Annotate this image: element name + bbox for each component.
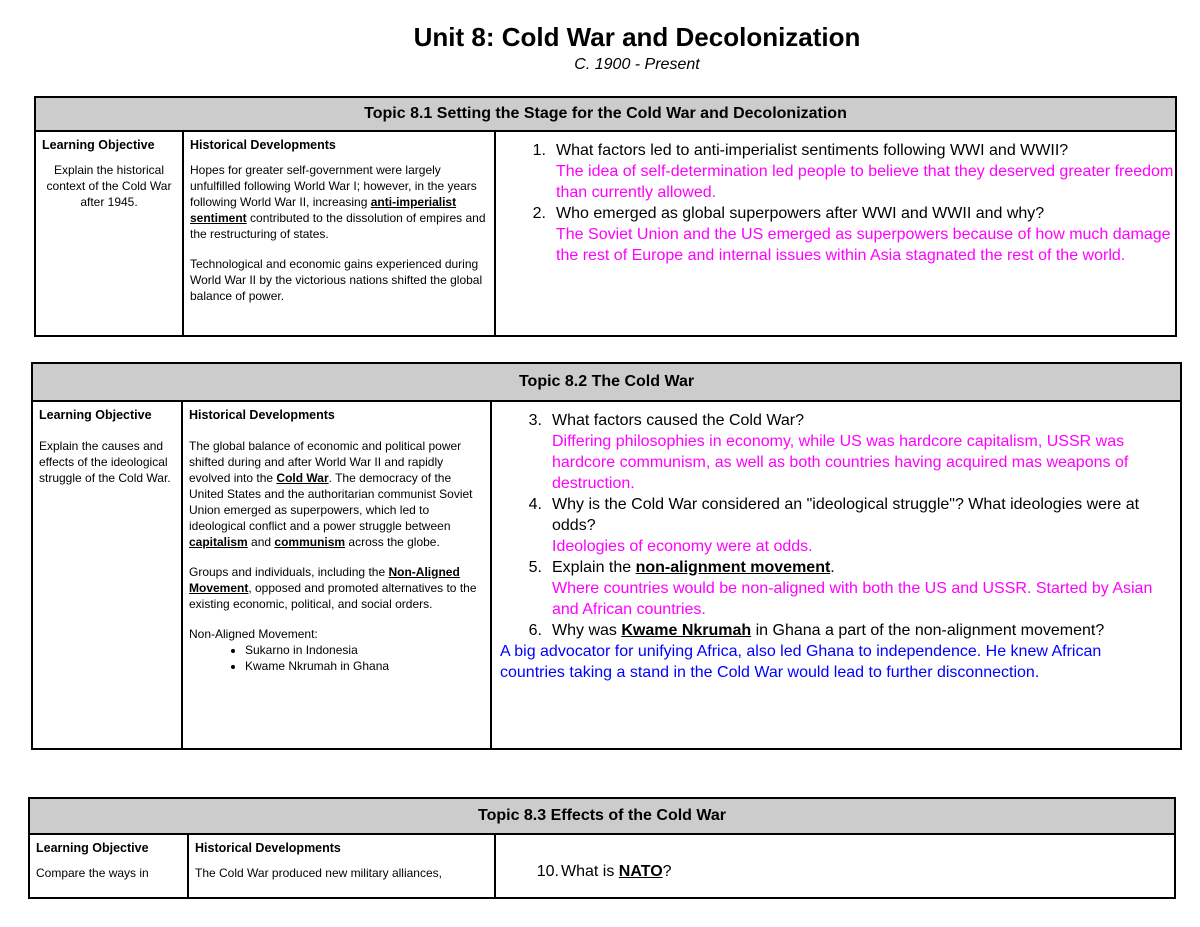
key-term: anti-imperialist sentiment [190,195,457,225]
document-subtitle: C. 1900 - Present [574,56,700,73]
topic-8-2-table [31,362,1182,750]
answer-4: Ideologies of economy were at odds. [552,538,813,555]
questions-cell [495,131,1176,336]
questions-cell [495,834,1175,898]
historical-developments-text: Hopes for greater self-government were largely unfulfilled following World War I; however, in the years following World War II, increasing anti-imperialist sentiment contributed to the dissolution of empires and the restructuring of states. Technological and economic gains experienced during World War II by the victorious nations shifted the global balance of power. [190,163,486,303]
learning-objective-cell [29,834,188,898]
question-4: 4. Why is the Cold War considered an "ideological struggle"? What ideologies were at odds? Ideologies of economy were at odds. [492,494,1180,557]
historical-developments-title: Historical Developments [195,841,341,855]
question-3: 3. What factors caused the Cold War? Differing philosophies in economy, while US was hardcore capitalism, USSR was hardcore communism, as well as both countries having acquired mas weapons of destruction. [492,410,1180,494]
question-1: 1. What factors led to anti-imperialist sentiments following WWI and WWII? The idea of self-determination led people to believe that they deserved greater freedom than currently allowed. [532,142,1174,201]
bullet-list [189,642,484,674]
question-10: 10. What is NATO? [536,863,672,880]
topic-header: Topic 8.3 Effects of the Cold War [29,798,1175,834]
historical-developments-cell [188,834,495,898]
historical-developments-text: The Cold War produced new military alliances, [195,866,442,880]
answer-3: Differing philosophies in economy, while US was hardcore capitalism, USSR was hardcore communism, as well as both countries having acquired mas weapons of destruction. [552,433,1129,492]
answer-6: A big advocator for unifying Africa, also led Ghana to independence. He knew African countries taking a stand in the Cold War would lead to further disconnection. [500,643,1102,681]
topic-8-1-table [34,96,1177,337]
historical-developments-title: Historical Developments [190,138,336,152]
historical-developments-cell [182,401,491,749]
historical-developments-text: The global balance of economic and political power shifted during and after World War II and rapidly evolved into the Cold War. The democracy of the United States and the authoritarian communist Soviet Union emerged as superpowers, which led to ideological conflict and a power struggle between capitalism and communism across the globe. Groups and individuals, including the Non-Aligned Movement, opposed and promoted alternatives to the existing economic, political, and social orders. Non-Aligned Movement: • Sukarno in Indonesia • Kwame Nkrumah in Ghana [183,422,490,674]
learning-objective-text: Explain the causes and effects of the ideological struggle of the Cold War. [39,439,171,485]
document-title: Unit 8: Cold War and Decolonization [413,22,861,52]
learning-objective-text: Compare the ways in [36,866,149,880]
questions-cell [491,401,1181,749]
learning-objective-title: Learning Objective [42,138,155,152]
answer-2: The Soviet Union and the US emerged as superpowers because of how much damage the rest of Europe and internal issues within Asia stagnated the rest of the world. [556,226,1171,264]
learning-objective-title: Learning Objective [36,841,149,855]
question-5: 5. Explain the non-alignment movement. Where countries would be non-aligned with both the US and USSR. Started by Asian and African countries. [492,557,1180,620]
historical-developments-title: Historical Developments [189,408,335,422]
list-item: • Kwame Nkrumah in Ghana [245,658,484,674]
learning-objective-title: Learning Objective [39,408,152,422]
topic-header: Topic 8.2 The Cold War [32,363,1181,401]
historical-developments-cell [183,131,495,336]
learning-objective-cell [32,401,182,749]
topic-header: Topic 8.1 Setting the Stage for the Cold War and Decolonization [35,97,1176,131]
answer-5: Where countries would be non-aligned with both the US and USSR. Started by Asian and African countries. [552,580,1153,618]
question-2: 2. Who emerged as global superpowers after WWI and WWII and why? The Soviet Union and the US emerged as superpowers because of how much damage the rest of Europe and internal issues within Asia stagnated the rest of the world. [496,203,1175,266]
answer-1: The idea of self-determination led people to believe that they deserved greater freedom than currently allowed. [556,163,1174,201]
list-item: • Sukarno in Indonesia [245,642,484,658]
topic-8-3-table [28,797,1176,899]
learning-objective-cell [35,131,183,336]
learning-objective-text: Explain the historical context of the Cold War after 1945. [46,163,172,209]
question-6: 6. Why was Kwame Nkrumah in Ghana a part of the non-alignment movement? [528,622,1105,639]
